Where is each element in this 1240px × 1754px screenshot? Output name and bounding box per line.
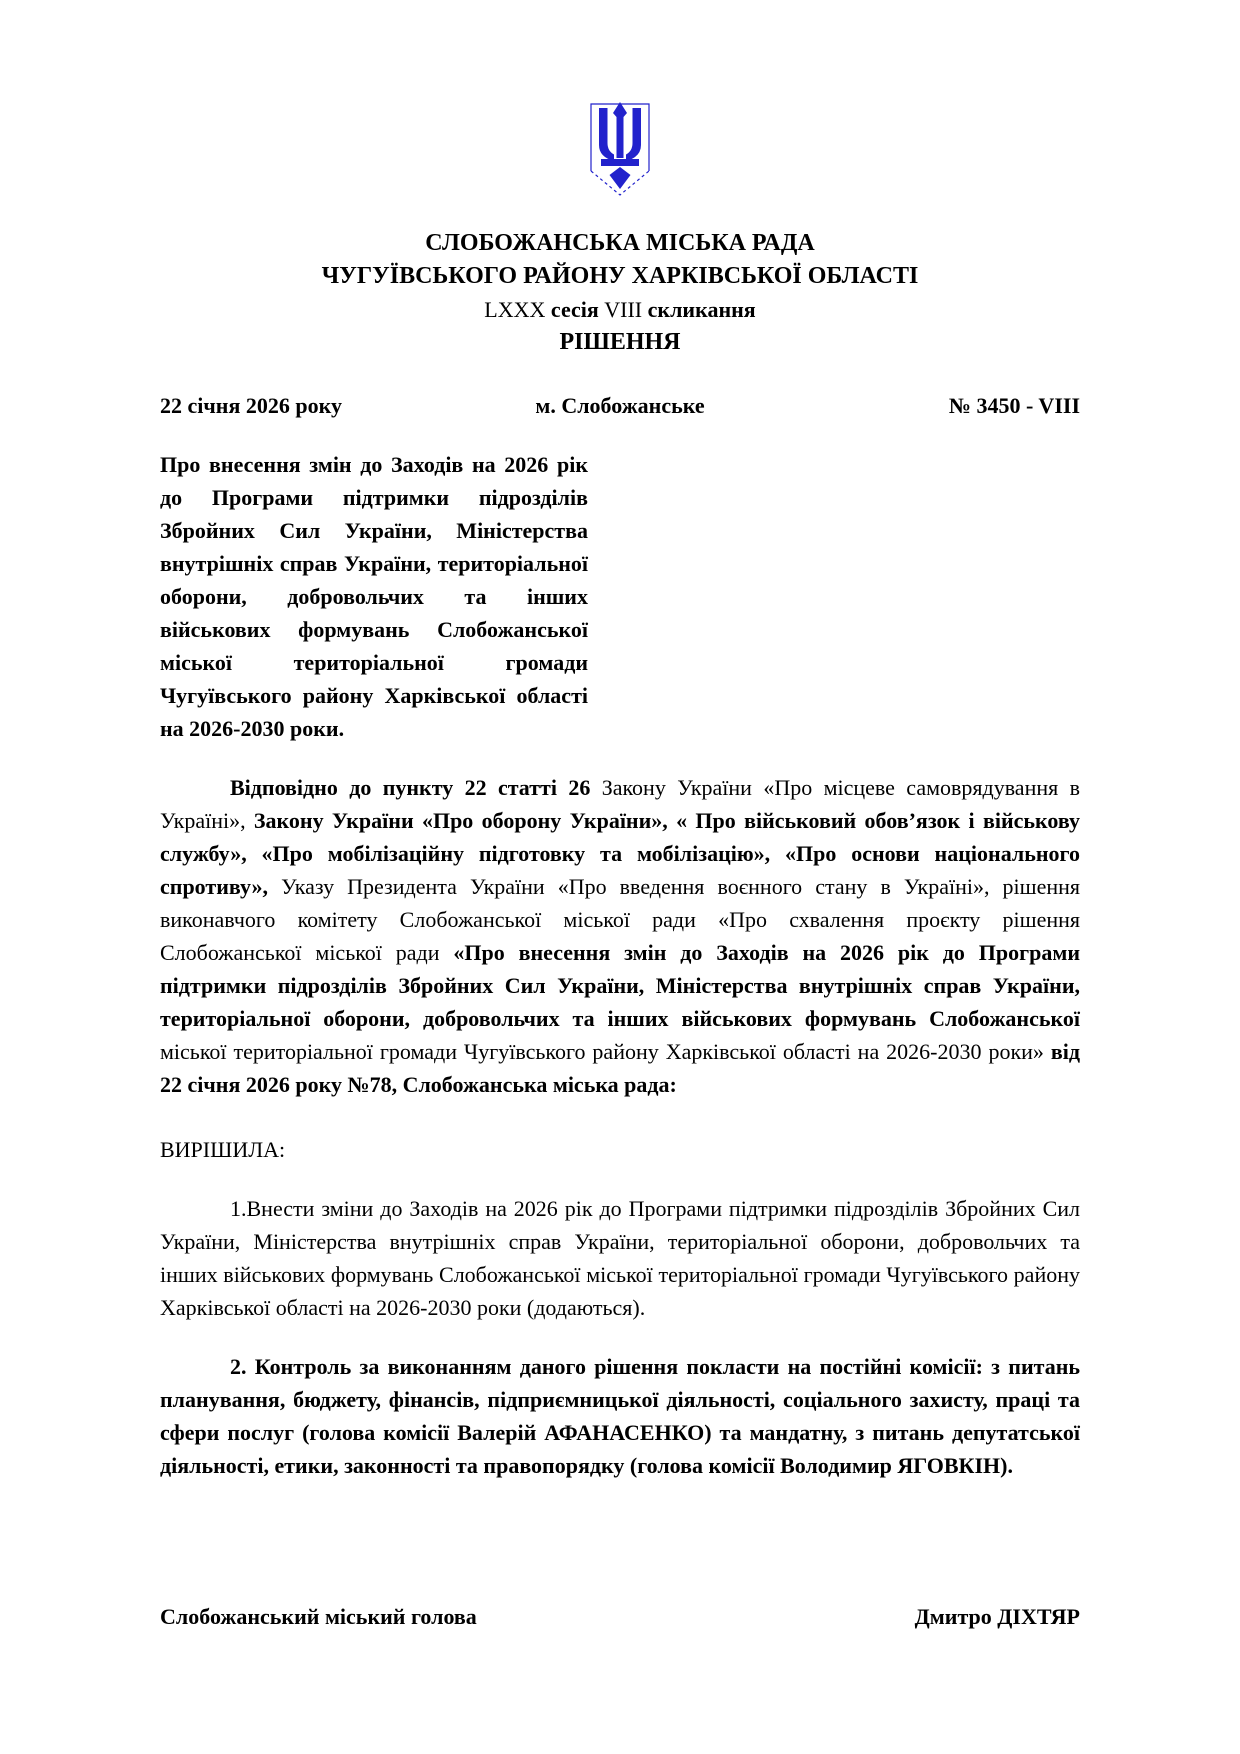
- org-name: СЛОБОЖАНСЬКА МІСЬКА РАДА: [425, 230, 815, 256]
- session-convocation: скликання: [647, 297, 756, 322]
- signature-name: Дмитро ДІХТЯР: [914, 1604, 1080, 1629]
- session-line: [160, 293, 1080, 326]
- doc-type-title: РІШЕННЯ: [559, 329, 681, 355]
- session-roman-lxxx: LXXX: [484, 297, 551, 322]
- doc-number: № 3450 - VIII: [948, 393, 1080, 418]
- session-roman-viii: VIII: [604, 297, 648, 322]
- preamble-run: Указу Президента України «Про введення воєнного стану в Україні», рішення виконавчого комітету Слобожанської міської ради «Про схвалення проєкту рішення Слобожанської міської ради: [160, 874, 1080, 965]
- doc-place: м. Слобожанське: [535, 393, 705, 418]
- meta-row: [160, 389, 1080, 422]
- preamble-run: від 22 січня 2026 року №78, Слобожанська міська рада:: [160, 1039, 1080, 1097]
- preamble-run: Відповідно до пункту 22 статті 26: [230, 775, 602, 800]
- preamble-run: Закону України «Про місцеве самоврядування в Україні»,: [160, 775, 1080, 833]
- subject-paragraph: Про внесення змін до Заходів на 2026 рік до Програми підтримки підрозділів Збройних Сил України, Міністерства внутрішніх справ України, територіальної оборони, добровольчих та інших військових формувань Слобожанської міської територіальної громади Чугуївського району Харківської області на 2026-2030 роки.: [160, 452, 588, 741]
- resolution-item-2: 2. Контроль за виконанням даного рішення покласти на постійні комісії: з питань планування, бюджету, фінансів, підприємницької діяльності, соціального захисту, праці та сфери послуг (голова комісії Валерій АФАНАСЕНКО) та мандатну, з питань депутатської діяльності, етики, законності та правопорядку (голова комісії Володимир ЯГОВКІН).: [160, 1354, 1080, 1478]
- preamble-paragraph: [160, 771, 1080, 1101]
- ukraine-trident-icon: [588, 96, 652, 206]
- emblem: [160, 96, 1080, 215]
- resolution-item-1: 1.Внести зміни до Заходів на 2026 рік до Програми підтримки підрозділів Збройних Сил України, Міністерства внутрішніх справ України, територіальної оборони, добровольчих та інших військових формувань Слобожанської міської територіальної громади Чугуївського району Харківської області на 2026-2030 роки (додаються).: [160, 1196, 1080, 1320]
- signature-title: Слобожанський міський голова: [160, 1604, 477, 1629]
- resolution-heading: ВИРІШИЛА:: [160, 1137, 286, 1162]
- preamble-run: міської територіальної громади Чугуївського району Харківської області на 2026-2030 роки»: [160, 1039, 1051, 1064]
- session-word: сесія: [550, 297, 605, 322]
- org-region: ЧУГУЇВСЬКОГО РАЙОНУ ХАРКІВСЬКОЇ ОБЛАСТІ: [321, 263, 919, 289]
- doc-date: 22 січня 2026 року: [160, 393, 342, 418]
- preamble-run: «Про внесення змін до Заходів на 2026 рік до Програми підтримки підрозділів Збройних Сил України, Міністерства внутрішніх справ України, територіальної оборони, добровольчих та інших військових формувань Слобожанської: [160, 940, 1080, 1031]
- signature-row: [160, 1600, 1080, 1633]
- preamble-run: Закону України «Про оборону України», « Про військовий обов’язок і військову службу», «Про мобілізаційну підготовку та мобілізацію», «Про основи національного спротиву»,: [160, 808, 1080, 899]
